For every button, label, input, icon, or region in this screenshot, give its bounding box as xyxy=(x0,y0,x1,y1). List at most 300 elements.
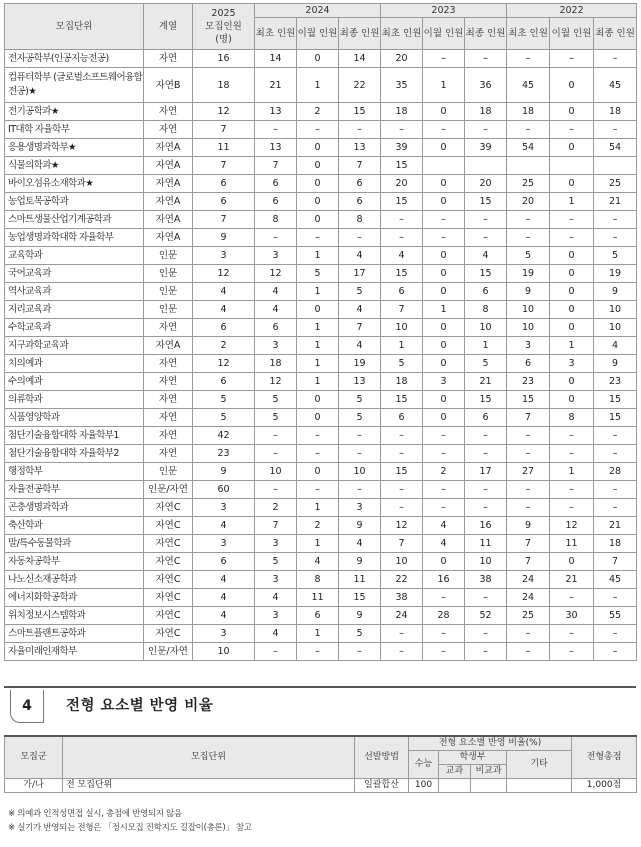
value-cell: 6 xyxy=(255,193,297,211)
unit-name: 스마트생물산업기계공학과 xyxy=(5,211,144,229)
value-cell: 5 xyxy=(339,409,381,427)
value-cell: – xyxy=(339,445,381,463)
value-cell: 10 xyxy=(381,319,423,337)
value-cell: 11 xyxy=(550,535,594,553)
header-sub-2024-0: 최초 인원 xyxy=(255,18,297,50)
value-cell: 0 xyxy=(297,463,339,481)
value-cell: 6 xyxy=(507,355,550,373)
value-cell: 19 xyxy=(594,265,637,283)
section-title: 전형 요소별 반영 비율 xyxy=(66,698,214,714)
value-cell: 5 xyxy=(339,391,381,409)
value-cell: – xyxy=(550,211,594,229)
quota-cell: 7 xyxy=(193,157,255,175)
value-cell: 3 xyxy=(550,355,594,373)
value-cell: 1 xyxy=(465,337,507,355)
table-row xyxy=(5,499,637,517)
table-row xyxy=(5,175,637,193)
unit-name: 농업생명과학대학 자율학부 xyxy=(5,229,144,247)
value-cell: 9 xyxy=(507,283,550,301)
unit-name: 의류학과 xyxy=(5,391,144,409)
value-cell: 0 xyxy=(423,355,465,373)
value-cell: 0 xyxy=(423,319,465,337)
value-cell: 0 xyxy=(423,193,465,211)
quota-cell: 9 xyxy=(193,229,255,247)
value-cell: 0 xyxy=(423,553,465,571)
field-cell: 자연C xyxy=(144,625,193,643)
value-cell: 11 xyxy=(297,589,339,607)
value-cell: 10 xyxy=(465,553,507,571)
value-cell: 6 xyxy=(381,283,423,301)
value-cell: 1 xyxy=(297,373,339,391)
value-cell: 12 xyxy=(255,373,297,391)
table-row xyxy=(5,643,637,661)
value-cell: – xyxy=(423,643,465,661)
value-cell: 0 xyxy=(423,391,465,409)
value-cell: 1 xyxy=(297,499,339,517)
value-cell: 4 xyxy=(339,301,381,319)
value-cell: 9 xyxy=(594,283,637,301)
value-cell: 7 xyxy=(507,553,550,571)
value-cell: – xyxy=(297,445,339,463)
value-cell: – xyxy=(423,121,465,139)
value-cell: 55 xyxy=(594,607,637,625)
value-cell: 0 xyxy=(297,157,339,175)
value-cell xyxy=(507,157,550,175)
header-group: 모집군 xyxy=(5,736,63,779)
unit-name: 말/특수동물학과 xyxy=(5,535,144,553)
value-cell: – xyxy=(594,50,637,68)
unit-name: 식품영양학과 xyxy=(5,409,144,427)
value-cell: – xyxy=(339,427,381,445)
value-cell: 3 xyxy=(339,499,381,517)
value-cell: – xyxy=(423,229,465,247)
unit-name: 위치정보시스템학과 xyxy=(5,607,144,625)
table-row xyxy=(5,355,637,373)
unit-name: 응용생명과학부★ xyxy=(5,139,144,157)
value-cell: – xyxy=(465,589,507,607)
table-row xyxy=(5,265,637,283)
value-cell: – xyxy=(465,121,507,139)
header-sub-2022-2: 최종 인원 xyxy=(594,18,637,50)
quota-cell: 4 xyxy=(193,589,255,607)
table-row xyxy=(5,589,637,607)
value-cell: 0 xyxy=(297,193,339,211)
value-cell: – xyxy=(423,625,465,643)
value-cell: 10 xyxy=(339,463,381,481)
table-row xyxy=(5,139,637,157)
value-cell: 10 xyxy=(381,553,423,571)
value-cell: 4 xyxy=(423,535,465,553)
value-cell: 6 xyxy=(339,193,381,211)
value-cell: 11 xyxy=(339,571,381,589)
value-cell: 28 xyxy=(423,607,465,625)
value-cell: – xyxy=(423,499,465,517)
value-cell: – xyxy=(297,427,339,445)
unit-name: 자율전공학부 xyxy=(5,481,144,499)
field-cell: 인문/자연 xyxy=(144,481,193,499)
admission-history-table xyxy=(4,3,637,661)
field-cell: 자연C xyxy=(144,517,193,535)
value-cell: 14 xyxy=(339,50,381,68)
value-cell: 0 xyxy=(423,283,465,301)
header-sub-2023-0: 최초 인원 xyxy=(381,18,423,50)
value-cell: – xyxy=(423,50,465,68)
field-cell: 자연C xyxy=(144,553,193,571)
table-row xyxy=(5,427,637,445)
value-cell: 9 xyxy=(339,553,381,571)
field-cell: 인문/자연 xyxy=(144,643,193,661)
value-cell: – xyxy=(339,643,381,661)
field-cell: 자연C xyxy=(144,571,193,589)
value-cell: 1 xyxy=(297,337,339,355)
value-cell: 39 xyxy=(465,139,507,157)
value-cell: – xyxy=(381,211,423,229)
value-cell: 3 xyxy=(255,247,297,265)
value-cell: 18 xyxy=(381,373,423,391)
value-cell: 1 xyxy=(423,68,465,103)
value-cell: 7 xyxy=(255,517,297,535)
header-sub-2024-2: 최종 인원 xyxy=(339,18,381,50)
value-cell: 4 xyxy=(255,301,297,319)
value-cell: 4 xyxy=(297,553,339,571)
value-cell: 10 xyxy=(465,319,507,337)
field-cell: 자연 xyxy=(144,319,193,337)
value-cell: 0 xyxy=(297,50,339,68)
unit-name: 역사교육과 xyxy=(5,283,144,301)
table-row xyxy=(5,607,637,625)
value-cell: – xyxy=(297,481,339,499)
quota-cell: 11 xyxy=(193,139,255,157)
header-year-2022: 2022 xyxy=(507,4,637,18)
field-cell: 자연C xyxy=(144,499,193,517)
unit-name: 전자공학부(인공지능전공) xyxy=(5,50,144,68)
quota-cell: 4 xyxy=(193,301,255,319)
value-cell xyxy=(423,157,465,175)
header-sub-2022-0: 최초 인원 xyxy=(507,18,550,50)
table-row xyxy=(5,103,637,121)
value-cell: – xyxy=(381,481,423,499)
value-cell: – xyxy=(465,50,507,68)
value-cell: 24 xyxy=(381,607,423,625)
value-cell: 8 xyxy=(465,301,507,319)
value-cell: – xyxy=(255,481,297,499)
value-cell: – xyxy=(255,121,297,139)
field-cell: 자연C xyxy=(144,607,193,625)
value-cell: – xyxy=(465,427,507,445)
field-cell: 인문 xyxy=(144,301,193,319)
value-cell: – xyxy=(594,499,637,517)
value-cell: 12 xyxy=(381,517,423,535)
value-cell: 23 xyxy=(594,373,637,391)
unit-name: 축산학과 xyxy=(5,517,144,535)
table-row xyxy=(5,50,637,68)
value-cell: 28 xyxy=(594,463,637,481)
value-cell: 6 xyxy=(465,283,507,301)
unit-name: 스마트플랜트공학과 xyxy=(5,625,144,643)
unit-name: 컴퓨터학부 (글로벌소프트웨어융합전공)★ xyxy=(5,68,144,103)
value-cell: 22 xyxy=(339,68,381,103)
value-cell: – xyxy=(465,499,507,517)
section-divider xyxy=(4,686,636,688)
value-cell: 8 xyxy=(550,409,594,427)
field-cell: 자연 xyxy=(144,391,193,409)
value-cell: 4 xyxy=(423,517,465,535)
value-cell: 30 xyxy=(550,607,594,625)
header-sub-2023-2: 최종 인원 xyxy=(465,18,507,50)
unit-name: 치의예과 xyxy=(5,355,144,373)
value-cell: 8 xyxy=(339,211,381,229)
value-cell: – xyxy=(465,445,507,463)
value-cell: – xyxy=(255,427,297,445)
value-cell: 20 xyxy=(381,175,423,193)
value-cell: 24 xyxy=(507,571,550,589)
quota-cell: 4 xyxy=(193,517,255,535)
value-cell: 15 xyxy=(594,391,637,409)
unit-name: 곤충생명과학과 xyxy=(5,499,144,517)
header-unit: 모집단위 xyxy=(5,4,144,50)
field-cell: 자연 xyxy=(144,445,193,463)
value-cell: – xyxy=(550,427,594,445)
unit-name: 지리교육과 xyxy=(5,301,144,319)
header-nonsubject: 비교과 xyxy=(471,765,507,779)
value-cell: 0 xyxy=(297,409,339,427)
field-cell: 자연A xyxy=(144,175,193,193)
cell-unit: 전 모집단위 xyxy=(63,779,355,793)
field-cell: 인문 xyxy=(144,247,193,265)
value-cell: – xyxy=(550,499,594,517)
quota-cell: 4 xyxy=(193,283,255,301)
field-cell: 자연C xyxy=(144,589,193,607)
value-cell: – xyxy=(255,643,297,661)
table-row xyxy=(5,157,637,175)
header-etc: 기타 xyxy=(507,751,572,779)
value-cell: – xyxy=(297,643,339,661)
value-cell: 1 xyxy=(297,283,339,301)
value-cell: 54 xyxy=(594,139,637,157)
value-cell: – xyxy=(381,427,423,445)
value-cell: – xyxy=(507,625,550,643)
value-cell: 18 xyxy=(465,103,507,121)
value-cell: 0 xyxy=(297,139,339,157)
value-cell: 3 xyxy=(255,535,297,553)
value-cell: 2 xyxy=(297,103,339,121)
value-cell: 0 xyxy=(550,553,594,571)
unit-name: 농업토목공학과 xyxy=(5,193,144,211)
value-cell: 7 xyxy=(507,409,550,427)
cell-group: 가/나 xyxy=(5,779,63,793)
value-cell: 25 xyxy=(507,175,550,193)
value-cell: 5 xyxy=(255,409,297,427)
value-cell: 20 xyxy=(507,193,550,211)
value-cell: – xyxy=(465,211,507,229)
value-cell: 1 xyxy=(297,355,339,373)
value-cell: 0 xyxy=(423,409,465,427)
value-cell: 10 xyxy=(507,301,550,319)
value-cell: – xyxy=(423,589,465,607)
value-cell: – xyxy=(465,229,507,247)
value-cell: – xyxy=(507,445,550,463)
value-cell: 4 xyxy=(594,337,637,355)
value-cell: – xyxy=(339,481,381,499)
value-cell: – xyxy=(507,211,550,229)
quota-cell: 12 xyxy=(193,265,255,283)
value-cell: 10 xyxy=(594,319,637,337)
value-cell: 15 xyxy=(465,193,507,211)
value-cell: – xyxy=(381,445,423,463)
value-cell: 18 xyxy=(381,103,423,121)
quota-cell: 23 xyxy=(193,445,255,463)
value-cell: 0 xyxy=(423,175,465,193)
header-quota-label: 모집인원 (명) xyxy=(205,21,242,45)
value-cell: 13 xyxy=(255,139,297,157)
value-cell: 5 xyxy=(381,355,423,373)
header-suneung: 수능 xyxy=(409,751,439,779)
table-row xyxy=(5,301,637,319)
value-cell: 17 xyxy=(465,463,507,481)
value-cell: – xyxy=(423,481,465,499)
value-cell: 10 xyxy=(594,301,637,319)
quota-cell: 12 xyxy=(193,103,255,121)
unit-name: 첨단기술융합대학 자율학부2 xyxy=(5,445,144,463)
field-cell: 자연 xyxy=(144,121,193,139)
value-cell: 0 xyxy=(550,175,594,193)
value-cell: 18 xyxy=(594,535,637,553)
value-cell: 6 xyxy=(255,319,297,337)
value-cell: 15 xyxy=(381,391,423,409)
value-cell: 12 xyxy=(255,265,297,283)
header-year-2023: 2023 xyxy=(381,4,507,18)
value-cell: – xyxy=(381,229,423,247)
value-cell: 52 xyxy=(465,607,507,625)
quota-cell: 3 xyxy=(193,247,255,265)
quota-cell: 60 xyxy=(193,481,255,499)
value-cell: 16 xyxy=(465,517,507,535)
value-cell: – xyxy=(381,121,423,139)
value-cell: – xyxy=(550,50,594,68)
value-cell: 10 xyxy=(255,463,297,481)
quota-cell: 7 xyxy=(193,121,255,139)
value-cell: 0 xyxy=(297,175,339,193)
table-row xyxy=(5,283,637,301)
value-cell: 0 xyxy=(423,139,465,157)
table-row xyxy=(5,211,637,229)
note-2: ※ 실기가 반영되는 전형은 「정시모집 진학지도 길잡이(총론)」 참고 xyxy=(8,823,252,833)
value-cell: 0 xyxy=(297,301,339,319)
value-cell: 0 xyxy=(550,103,594,121)
value-cell: 15 xyxy=(381,193,423,211)
value-cell: – xyxy=(465,643,507,661)
value-cell: 7 xyxy=(507,535,550,553)
value-cell: 0 xyxy=(297,211,339,229)
table-row xyxy=(5,517,637,535)
header-school: 학생부 xyxy=(439,751,507,765)
table-row xyxy=(5,319,637,337)
value-cell: 4 xyxy=(381,247,423,265)
value-cell: 1 xyxy=(297,247,339,265)
value-cell: 9 xyxy=(507,517,550,535)
value-cell xyxy=(594,157,637,175)
table-row xyxy=(5,68,637,103)
header-ratio: 전형 요소별 반영 비율(%) xyxy=(409,736,572,751)
value-cell: 1 xyxy=(550,463,594,481)
value-cell: 7 xyxy=(594,553,637,571)
field-cell: 자연 xyxy=(144,103,193,121)
value-cell: 13 xyxy=(339,139,381,157)
unit-name: 국어교육과 xyxy=(5,265,144,283)
value-cell: 4 xyxy=(255,283,297,301)
quota-cell: 18 xyxy=(193,68,255,103)
value-cell: 0 xyxy=(297,391,339,409)
value-cell: 54 xyxy=(507,139,550,157)
value-cell: – xyxy=(550,121,594,139)
value-cell: 35 xyxy=(381,68,423,103)
quota-cell: 42 xyxy=(193,427,255,445)
value-cell: 14 xyxy=(255,50,297,68)
value-cell: 0 xyxy=(550,391,594,409)
field-cell: 자연A xyxy=(144,229,193,247)
header-year-2024: 2024 xyxy=(255,4,381,18)
value-cell: 21 xyxy=(550,571,594,589)
value-cell: 0 xyxy=(550,301,594,319)
header-total: 전형총점 xyxy=(572,736,637,779)
value-cell: 5 xyxy=(339,283,381,301)
value-cell: 9 xyxy=(594,355,637,373)
table-row xyxy=(5,463,637,481)
unit-name: 바이오섬유소재학과★ xyxy=(5,175,144,193)
value-cell: – xyxy=(550,229,594,247)
header-subject: 교과 xyxy=(439,765,471,779)
unit-name: 에너지화학공학과 xyxy=(5,589,144,607)
table-row xyxy=(5,373,637,391)
value-cell: – xyxy=(550,481,594,499)
value-cell: – xyxy=(550,625,594,643)
value-cell: 24 xyxy=(507,589,550,607)
value-cell: 38 xyxy=(381,589,423,607)
value-cell: 0 xyxy=(550,265,594,283)
field-cell: 자연A xyxy=(144,139,193,157)
cell-nonsubject xyxy=(471,779,507,793)
quota-cell: 5 xyxy=(193,391,255,409)
value-cell: 1 xyxy=(381,337,423,355)
value-cell: – xyxy=(465,481,507,499)
unit-name: 교육학과 xyxy=(5,247,144,265)
value-cell: – xyxy=(550,643,594,661)
value-cell: 2 xyxy=(423,463,465,481)
value-cell: 5 xyxy=(507,247,550,265)
unit-name: 식물의학과★ xyxy=(5,157,144,175)
value-cell: 5 xyxy=(465,355,507,373)
value-cell: 15 xyxy=(339,103,381,121)
value-cell: – xyxy=(594,121,637,139)
value-cell: – xyxy=(465,625,507,643)
value-cell: 2 xyxy=(297,517,339,535)
value-cell: 7 xyxy=(381,535,423,553)
value-cell: 5 xyxy=(594,247,637,265)
value-cell: – xyxy=(507,50,550,68)
quota-cell: 16 xyxy=(193,50,255,68)
value-cell: 39 xyxy=(381,139,423,157)
value-cell: 15 xyxy=(465,391,507,409)
table-row xyxy=(5,229,637,247)
value-cell: – xyxy=(423,211,465,229)
value-cell: – xyxy=(594,229,637,247)
quota-cell: 7 xyxy=(193,211,255,229)
value-cell: 0 xyxy=(550,139,594,157)
cell-etc xyxy=(507,779,572,793)
field-cell: 자연A xyxy=(144,211,193,229)
value-cell: 7 xyxy=(255,157,297,175)
value-cell: 21 xyxy=(465,373,507,391)
